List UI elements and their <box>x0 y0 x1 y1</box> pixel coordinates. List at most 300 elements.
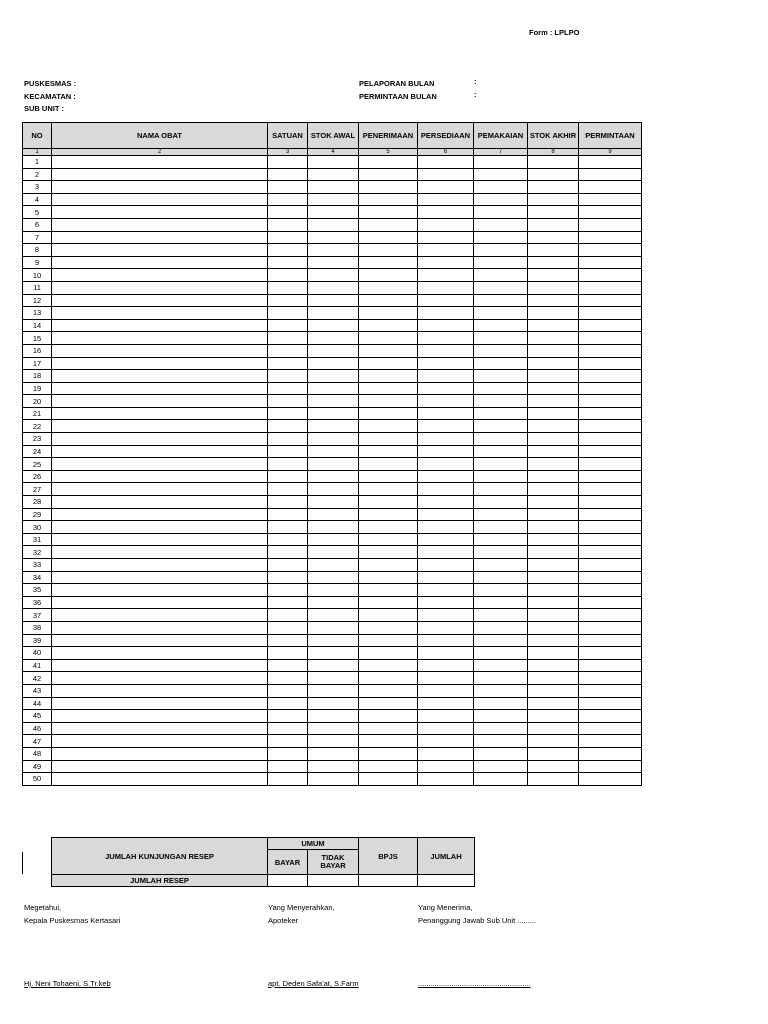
nama-obat-cell[interactable] <box>52 571 268 584</box>
satuan-cell[interactable] <box>268 420 308 433</box>
permintaan-cell[interactable] <box>579 231 642 244</box>
satuan-cell[interactable] <box>268 747 308 760</box>
nama-obat-cell[interactable] <box>52 269 268 282</box>
nama-obat-cell[interactable] <box>52 193 268 206</box>
permintaan-cell[interactable] <box>579 546 642 559</box>
pemakaian-cell[interactable] <box>474 735 528 748</box>
satuan-cell[interactable] <box>268 672 308 685</box>
nama-obat-cell[interactable] <box>52 533 268 546</box>
permintaan-cell[interactable] <box>579 634 642 647</box>
nama-obat-cell[interactable] <box>52 382 268 395</box>
persediaan-cell[interactable] <box>418 483 474 496</box>
permintaan-cell[interactable] <box>579 181 642 194</box>
penerimaan-cell[interactable] <box>359 294 418 307</box>
persediaan-cell[interactable] <box>418 521 474 534</box>
pemakaian-cell[interactable] <box>474 319 528 332</box>
stok-awal-cell[interactable] <box>308 168 359 181</box>
persediaan-cell[interactable] <box>418 684 474 697</box>
nama-obat-cell[interactable] <box>52 357 268 370</box>
satuan-cell[interactable] <box>268 621 308 634</box>
permintaan-cell[interactable] <box>579 760 642 773</box>
stok-akhir-cell[interactable] <box>528 357 579 370</box>
stok-awal-cell[interactable] <box>308 433 359 446</box>
pemakaian-cell[interactable] <box>474 596 528 609</box>
penerimaan-cell[interactable] <box>359 193 418 206</box>
penerimaan-cell[interactable] <box>359 521 418 534</box>
stok-akhir-cell[interactable] <box>528 445 579 458</box>
stok-awal-cell[interactable] <box>308 609 359 622</box>
stok-akhir-cell[interactable] <box>528 496 579 509</box>
nama-obat-cell[interactable] <box>52 156 268 169</box>
satuan-cell[interactable] <box>268 584 308 597</box>
stok-awal-cell[interactable] <box>308 559 359 572</box>
pemakaian-cell[interactable] <box>474 710 528 723</box>
pemakaian-cell[interactable] <box>474 571 528 584</box>
stok-awal-cell[interactable] <box>308 281 359 294</box>
stok-akhir-cell[interactable] <box>528 508 579 521</box>
permintaan-cell[interactable] <box>579 571 642 584</box>
nama-obat-cell[interactable] <box>52 546 268 559</box>
stok-akhir-cell[interactable] <box>528 773 579 786</box>
permintaan-cell[interactable] <box>579 672 642 685</box>
nama-obat-cell[interactable] <box>52 294 268 307</box>
permintaan-cell[interactable] <box>579 193 642 206</box>
satuan-cell[interactable] <box>268 508 308 521</box>
penerimaan-cell[interactable] <box>359 684 418 697</box>
persediaan-cell[interactable] <box>418 458 474 471</box>
nama-obat-cell[interactable] <box>52 470 268 483</box>
nama-obat-cell[interactable] <box>52 508 268 521</box>
persediaan-cell[interactable] <box>418 773 474 786</box>
stok-akhir-cell[interactable] <box>528 319 579 332</box>
stok-awal-cell[interactable] <box>308 357 359 370</box>
penerimaan-cell[interactable] <box>359 433 418 446</box>
persediaan-cell[interactable] <box>418 722 474 735</box>
persediaan-cell[interactable] <box>418 571 474 584</box>
persediaan-cell[interactable] <box>418 546 474 559</box>
persediaan-cell[interactable] <box>418 332 474 345</box>
satuan-cell[interactable] <box>268 445 308 458</box>
pemakaian-cell[interactable] <box>474 244 528 257</box>
stok-awal-cell[interactable] <box>308 508 359 521</box>
persediaan-cell[interactable] <box>418 496 474 509</box>
persediaan-cell[interactable] <box>418 244 474 257</box>
permintaan-cell[interactable] <box>579 370 642 383</box>
persediaan-cell[interactable] <box>418 181 474 194</box>
stok-akhir-cell[interactable] <box>528 294 579 307</box>
stok-akhir-cell[interactable] <box>528 697 579 710</box>
penerimaan-cell[interactable] <box>359 319 418 332</box>
persediaan-cell[interactable] <box>418 697 474 710</box>
penerimaan-cell[interactable] <box>359 256 418 269</box>
stok-awal-cell[interactable] <box>308 307 359 320</box>
satuan-cell[interactable] <box>268 307 308 320</box>
stok-awal-cell[interactable] <box>308 420 359 433</box>
stok-akhir-cell[interactable] <box>528 181 579 194</box>
penerimaan-cell[interactable] <box>359 244 418 257</box>
stok-awal-cell[interactable] <box>308 156 359 169</box>
nama-obat-cell[interactable] <box>52 747 268 760</box>
penerimaan-cell[interactable] <box>359 508 418 521</box>
penerimaan-cell[interactable] <box>359 659 418 672</box>
nama-obat-cell[interactable] <box>52 370 268 383</box>
stok-akhir-cell[interactable] <box>528 596 579 609</box>
permintaan-cell[interactable] <box>579 332 642 345</box>
persediaan-cell[interactable] <box>418 168 474 181</box>
satuan-cell[interactable] <box>268 483 308 496</box>
satuan-cell[interactable] <box>268 407 308 420</box>
permintaan-cell[interactable] <box>579 496 642 509</box>
permintaan-cell[interactable] <box>579 596 642 609</box>
satuan-cell[interactable] <box>268 281 308 294</box>
stok-akhir-cell[interactable] <box>528 269 579 282</box>
persediaan-cell[interactable] <box>418 319 474 332</box>
stok-akhir-cell[interactable] <box>528 609 579 622</box>
stok-akhir-cell[interactable] <box>528 521 579 534</box>
stok-akhir-cell[interactable] <box>528 546 579 559</box>
persediaan-cell[interactable] <box>418 269 474 282</box>
satuan-cell[interactable] <box>268 370 308 383</box>
stok-awal-cell[interactable] <box>308 181 359 194</box>
persediaan-cell[interactable] <box>418 344 474 357</box>
pemakaian-cell[interactable] <box>474 483 528 496</box>
nama-obat-cell[interactable] <box>52 281 268 294</box>
persediaan-cell[interactable] <box>418 370 474 383</box>
satuan-cell[interactable] <box>268 206 308 219</box>
stok-awal-cell[interactable] <box>308 533 359 546</box>
pemakaian-cell[interactable] <box>474 269 528 282</box>
stok-awal-cell[interactable] <box>308 659 359 672</box>
persediaan-cell[interactable] <box>418 508 474 521</box>
stok-awal-cell[interactable] <box>308 218 359 231</box>
penerimaan-cell[interactable] <box>359 496 418 509</box>
stok-awal-cell[interactable] <box>308 244 359 257</box>
persediaan-cell[interactable] <box>418 621 474 634</box>
permintaan-cell[interactable] <box>579 521 642 534</box>
stok-awal-cell[interactable] <box>308 470 359 483</box>
pemakaian-cell[interactable] <box>474 370 528 383</box>
penerimaan-cell[interactable] <box>359 647 418 660</box>
permintaan-cell[interactable] <box>579 747 642 760</box>
penerimaan-cell[interactable] <box>359 634 418 647</box>
pemakaian-cell[interactable] <box>474 458 528 471</box>
penerimaan-cell[interactable] <box>359 621 418 634</box>
pemakaian-cell[interactable] <box>474 521 528 534</box>
permintaan-cell[interactable] <box>579 621 642 634</box>
pemakaian-cell[interactable] <box>474 395 528 408</box>
permintaan-cell[interactable] <box>579 294 642 307</box>
nama-obat-cell[interactable] <box>52 722 268 735</box>
satuan-cell[interactable] <box>268 470 308 483</box>
stok-awal-cell[interactable] <box>308 496 359 509</box>
pemakaian-cell[interactable] <box>474 722 528 735</box>
permintaan-cell[interactable] <box>579 407 642 420</box>
stok-akhir-cell[interactable] <box>528 307 579 320</box>
penerimaan-cell[interactable] <box>359 470 418 483</box>
persediaan-cell[interactable] <box>418 584 474 597</box>
satuan-cell[interactable] <box>268 684 308 697</box>
satuan-cell[interactable] <box>268 218 308 231</box>
jumlah-resep-bpjs-cell[interactable] <box>359 875 418 887</box>
persediaan-cell[interactable] <box>418 382 474 395</box>
stok-awal-cell[interactable] <box>308 760 359 773</box>
stok-awal-cell[interactable] <box>308 735 359 748</box>
satuan-cell[interactable] <box>268 773 308 786</box>
pemakaian-cell[interactable] <box>474 621 528 634</box>
satuan-cell[interactable] <box>268 458 308 471</box>
pemakaian-cell[interactable] <box>474 773 528 786</box>
pemakaian-cell[interactable] <box>474 156 528 169</box>
penerimaan-cell[interactable] <box>359 206 418 219</box>
penerimaan-cell[interactable] <box>359 344 418 357</box>
penerimaan-cell[interactable] <box>359 357 418 370</box>
nama-obat-cell[interactable] <box>52 773 268 786</box>
permintaan-cell[interactable] <box>579 344 642 357</box>
satuan-cell[interactable] <box>268 294 308 307</box>
persediaan-cell[interactable] <box>418 433 474 446</box>
pemakaian-cell[interactable] <box>474 344 528 357</box>
penerimaan-cell[interactable] <box>359 395 418 408</box>
nama-obat-cell[interactable] <box>52 420 268 433</box>
satuan-cell[interactable] <box>268 710 308 723</box>
stok-awal-cell[interactable] <box>308 193 359 206</box>
satuan-cell[interactable] <box>268 231 308 244</box>
persediaan-cell[interactable] <box>418 420 474 433</box>
penerimaan-cell[interactable] <box>359 382 418 395</box>
stok-akhir-cell[interactable] <box>528 218 579 231</box>
nama-obat-cell[interactable] <box>52 307 268 320</box>
permintaan-cell[interactable] <box>579 168 642 181</box>
satuan-cell[interactable] <box>268 571 308 584</box>
permintaan-cell[interactable] <box>579 420 642 433</box>
penerimaan-cell[interactable] <box>359 407 418 420</box>
satuan-cell[interactable] <box>268 609 308 622</box>
pemakaian-cell[interactable] <box>474 181 528 194</box>
satuan-cell[interactable] <box>268 244 308 257</box>
nama-obat-cell[interactable] <box>52 231 268 244</box>
stok-akhir-cell[interactable] <box>528 370 579 383</box>
persediaan-cell[interactable] <box>418 156 474 169</box>
permintaan-cell[interactable] <box>579 395 642 408</box>
nama-obat-cell[interactable] <box>52 760 268 773</box>
stok-akhir-cell[interactable] <box>528 672 579 685</box>
stok-akhir-cell[interactable] <box>528 206 579 219</box>
permintaan-cell[interactable] <box>579 445 642 458</box>
penerimaan-cell[interactable] <box>359 546 418 559</box>
stok-akhir-cell[interactable] <box>528 156 579 169</box>
satuan-cell[interactable] <box>268 395 308 408</box>
stok-awal-cell[interactable] <box>308 773 359 786</box>
nama-obat-cell[interactable] <box>52 684 268 697</box>
nama-obat-cell[interactable] <box>52 559 268 572</box>
stok-akhir-cell[interactable] <box>528 168 579 181</box>
persediaan-cell[interactable] <box>418 559 474 572</box>
stok-akhir-cell[interactable] <box>528 407 579 420</box>
persediaan-cell[interactable] <box>418 231 474 244</box>
pemakaian-cell[interactable] <box>474 533 528 546</box>
persediaan-cell[interactable] <box>418 735 474 748</box>
stok-akhir-cell[interactable] <box>528 584 579 597</box>
pemakaian-cell[interactable] <box>474 231 528 244</box>
pemakaian-cell[interactable] <box>474 546 528 559</box>
persediaan-cell[interactable] <box>418 710 474 723</box>
persediaan-cell[interactable] <box>418 395 474 408</box>
stok-awal-cell[interactable] <box>308 722 359 735</box>
pemakaian-cell[interactable] <box>474 445 528 458</box>
permintaan-cell[interactable] <box>579 609 642 622</box>
stok-awal-cell[interactable] <box>308 747 359 760</box>
permintaan-cell[interactable] <box>579 684 642 697</box>
penerimaan-cell[interactable] <box>359 710 418 723</box>
penerimaan-cell[interactable] <box>359 445 418 458</box>
permintaan-cell[interactable] <box>579 458 642 471</box>
satuan-cell[interactable] <box>268 156 308 169</box>
stok-awal-cell[interactable] <box>308 294 359 307</box>
satuan-cell[interactable] <box>268 735 308 748</box>
nama-obat-cell[interactable] <box>52 319 268 332</box>
satuan-cell[interactable] <box>268 357 308 370</box>
stok-akhir-cell[interactable] <box>528 281 579 294</box>
satuan-cell[interactable] <box>268 559 308 572</box>
permintaan-cell[interactable] <box>579 710 642 723</box>
stok-akhir-cell[interactable] <box>528 420 579 433</box>
satuan-cell[interactable] <box>268 546 308 559</box>
stok-awal-cell[interactable] <box>308 546 359 559</box>
penerimaan-cell[interactable] <box>359 672 418 685</box>
permintaan-cell[interactable] <box>579 483 642 496</box>
satuan-cell[interactable] <box>268 496 308 509</box>
permintaan-cell[interactable] <box>579 256 642 269</box>
stok-akhir-cell[interactable] <box>528 332 579 345</box>
stok-awal-cell[interactable] <box>308 395 359 408</box>
jumlah-resep-tidak-bayar-cell[interactable] <box>308 875 359 887</box>
pemakaian-cell[interactable] <box>474 332 528 345</box>
permintaan-cell[interactable] <box>579 697 642 710</box>
pemakaian-cell[interactable] <box>474 420 528 433</box>
pemakaian-cell[interactable] <box>474 496 528 509</box>
satuan-cell[interactable] <box>268 659 308 672</box>
pemakaian-cell[interactable] <box>474 168 528 181</box>
pemakaian-cell[interactable] <box>474 609 528 622</box>
stok-akhir-cell[interactable] <box>528 735 579 748</box>
stok-awal-cell[interactable] <box>308 332 359 345</box>
satuan-cell[interactable] <box>268 319 308 332</box>
penerimaan-cell[interactable] <box>359 307 418 320</box>
permintaan-cell[interactable] <box>579 559 642 572</box>
nama-obat-cell[interactable] <box>52 344 268 357</box>
nama-obat-cell[interactable] <box>52 244 268 257</box>
persediaan-cell[interactable] <box>418 672 474 685</box>
persediaan-cell[interactable] <box>418 470 474 483</box>
nama-obat-cell[interactable] <box>52 256 268 269</box>
penerimaan-cell[interactable] <box>359 533 418 546</box>
satuan-cell[interactable] <box>268 269 308 282</box>
satuan-cell[interactable] <box>268 332 308 345</box>
permintaan-cell[interactable] <box>579 307 642 320</box>
satuan-cell[interactable] <box>268 634 308 647</box>
persediaan-cell[interactable] <box>418 533 474 546</box>
stok-akhir-cell[interactable] <box>528 231 579 244</box>
stok-awal-cell[interactable] <box>308 407 359 420</box>
pemakaian-cell[interactable] <box>474 470 528 483</box>
persediaan-cell[interactable] <box>418 747 474 760</box>
nama-obat-cell[interactable] <box>52 496 268 509</box>
penerimaan-cell[interactable] <box>359 596 418 609</box>
pemakaian-cell[interactable] <box>474 508 528 521</box>
permintaan-cell[interactable] <box>579 244 642 257</box>
stok-akhir-cell[interactable] <box>528 684 579 697</box>
stok-awal-cell[interactable] <box>308 647 359 660</box>
permintaan-cell[interactable] <box>579 584 642 597</box>
stok-akhir-cell[interactable] <box>528 382 579 395</box>
stok-awal-cell[interactable] <box>308 672 359 685</box>
nama-obat-cell[interactable] <box>52 710 268 723</box>
nama-obat-cell[interactable] <box>52 445 268 458</box>
persediaan-cell[interactable] <box>418 218 474 231</box>
pemakaian-cell[interactable] <box>474 647 528 660</box>
satuan-cell[interactable] <box>268 647 308 660</box>
stok-awal-cell[interactable] <box>308 382 359 395</box>
pemakaian-cell[interactable] <box>474 281 528 294</box>
satuan-cell[interactable] <box>268 344 308 357</box>
pemakaian-cell[interactable] <box>474 634 528 647</box>
stok-akhir-cell[interactable] <box>528 256 579 269</box>
permintaan-cell[interactable] <box>579 433 642 446</box>
penerimaan-cell[interactable] <box>359 218 418 231</box>
persediaan-cell[interactable] <box>418 596 474 609</box>
persediaan-cell[interactable] <box>418 445 474 458</box>
nama-obat-cell[interactable] <box>52 634 268 647</box>
stok-awal-cell[interactable] <box>308 571 359 584</box>
penerimaan-cell[interactable] <box>359 773 418 786</box>
penerimaan-cell[interactable] <box>359 231 418 244</box>
stok-awal-cell[interactable] <box>308 206 359 219</box>
pemakaian-cell[interactable] <box>474 559 528 572</box>
stok-akhir-cell[interactable] <box>528 244 579 257</box>
stok-awal-cell[interactable] <box>308 634 359 647</box>
persediaan-cell[interactable] <box>418 357 474 370</box>
stok-akhir-cell[interactable] <box>528 483 579 496</box>
permintaan-cell[interactable] <box>579 773 642 786</box>
satuan-cell[interactable] <box>268 533 308 546</box>
stok-akhir-cell[interactable] <box>528 533 579 546</box>
pemakaian-cell[interactable] <box>474 307 528 320</box>
penerimaan-cell[interactable] <box>359 168 418 181</box>
pemakaian-cell[interactable] <box>474 357 528 370</box>
stok-akhir-cell[interactable] <box>528 344 579 357</box>
penerimaan-cell[interactable] <box>359 722 418 735</box>
persediaan-cell[interactable] <box>418 634 474 647</box>
persediaan-cell[interactable] <box>418 294 474 307</box>
stok-akhir-cell[interactable] <box>528 710 579 723</box>
nama-obat-cell[interactable] <box>52 621 268 634</box>
stok-awal-cell[interactable] <box>308 256 359 269</box>
satuan-cell[interactable] <box>268 521 308 534</box>
permintaan-cell[interactable] <box>579 319 642 332</box>
pemakaian-cell[interactable] <box>474 218 528 231</box>
persediaan-cell[interactable] <box>418 256 474 269</box>
permintaan-cell[interactable] <box>579 735 642 748</box>
penerimaan-cell[interactable] <box>359 281 418 294</box>
permintaan-cell[interactable] <box>579 647 642 660</box>
persediaan-cell[interactable] <box>418 760 474 773</box>
stok-awal-cell[interactable] <box>308 370 359 383</box>
pemakaian-cell[interactable] <box>474 407 528 420</box>
stok-awal-cell[interactable] <box>308 445 359 458</box>
persediaan-cell[interactable] <box>418 407 474 420</box>
satuan-cell[interactable] <box>268 181 308 194</box>
satuan-cell[interactable] <box>268 382 308 395</box>
